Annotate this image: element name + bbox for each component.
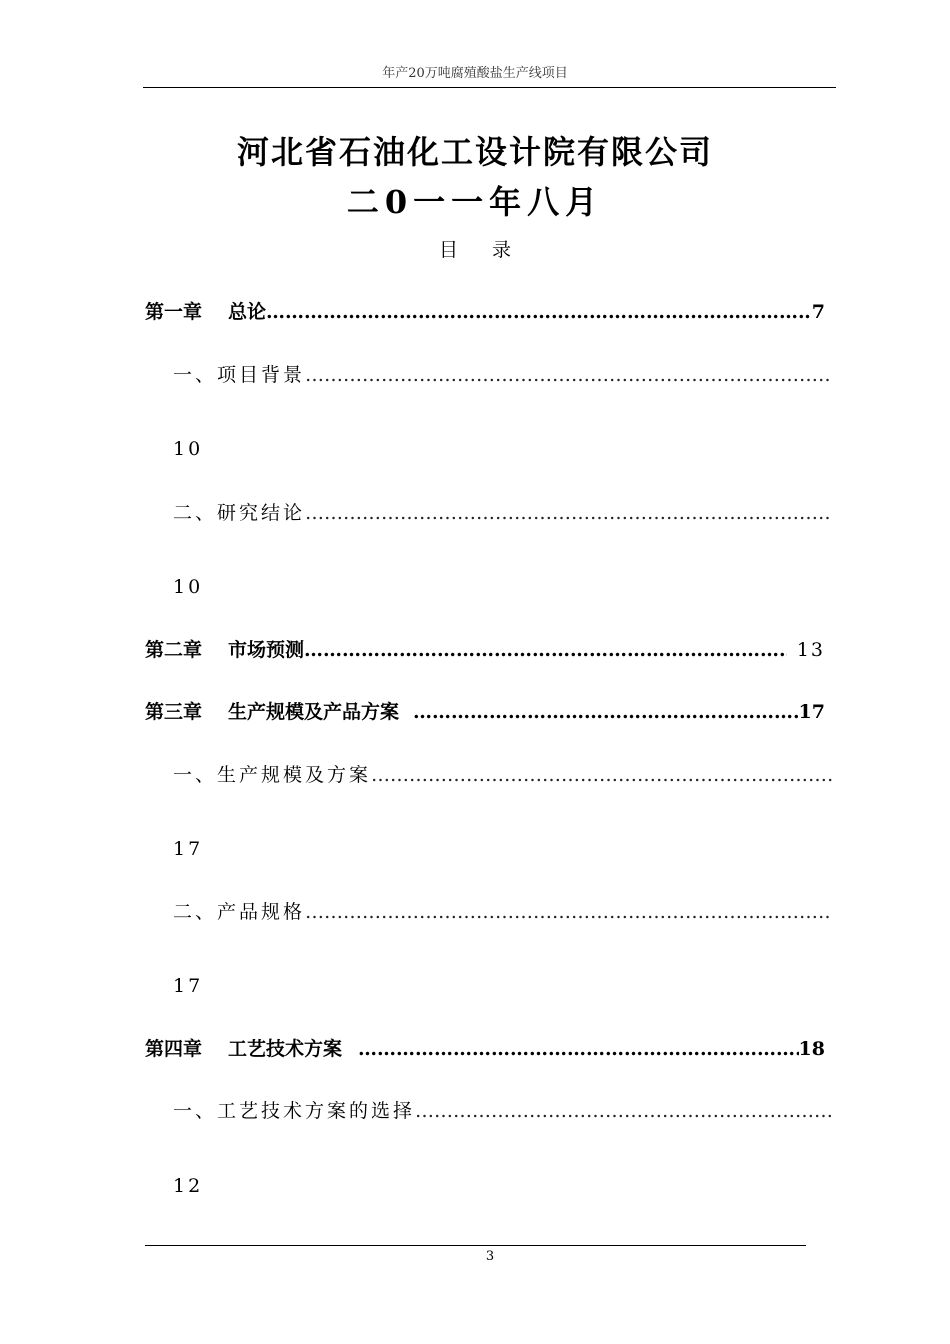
toc-section-3-2[interactable] <box>173 898 832 926</box>
toc-page-number: 17 <box>173 838 204 860</box>
toc-page-number: 17 <box>798 701 825 723</box>
toc-chapter-1[interactable] <box>145 298 825 326</box>
toc-entry-label: 生产规模及产品方案 <box>228 701 400 723</box>
toc-page-number: 12 <box>173 1175 204 1197</box>
toc-section-1-1[interactable] <box>173 361 832 389</box>
toc-entry-label: 二、研究结论 <box>173 502 306 524</box>
toc-chapter-2[interactable] <box>145 636 825 664</box>
toc-leader-dots <box>305 898 832 926</box>
toc-leader-dots <box>371 761 832 789</box>
toc-entry-label: 总论 <box>228 301 267 323</box>
toc-chapter-number: 第二章 <box>145 639 203 661</box>
toc-entry-label: 一、生产规模及方案 <box>173 764 372 786</box>
toc-entry-label: 一、项目背景 <box>173 364 306 386</box>
toc-entry-label: 一、工艺技术方案的选择 <box>173 1100 416 1122</box>
toc-chapter-3[interactable] <box>145 698 825 726</box>
toc-entry-label: 工艺技术方案 <box>228 1038 343 1060</box>
toc-leader-dots <box>266 298 812 326</box>
toc-chapter-number: 第一章 <box>145 301 203 323</box>
toc-leader-dots <box>415 1097 832 1125</box>
toc-leader-dots <box>358 1035 799 1063</box>
toc-leader-dots <box>305 499 832 527</box>
toc-page-number: 17 <box>173 975 204 997</box>
toc-page-number: 7 <box>811 301 825 323</box>
footer-divider <box>145 1245 806 1246</box>
toc-leader-dots <box>413 698 799 726</box>
toc-section-3-1[interactable] <box>173 761 832 789</box>
toc-page-number: 18 <box>798 1038 825 1060</box>
toc-leader-dots <box>305 361 832 389</box>
toc-entry-label: 市场预测 <box>228 639 305 661</box>
toc-page-number: 13 <box>796 639 825 661</box>
organization-title: 河北省石油化工设计院有限公司 <box>236 133 713 171</box>
toc-section-1-2[interactable] <box>173 499 832 527</box>
toc-heading: 目录 <box>438 239 545 261</box>
footer-page-number: 3 <box>485 1249 495 1264</box>
running-header: 年产20万吨腐殖酸盐生产线项目 <box>382 66 568 81</box>
toc-chapter-number: 第四章 <box>145 1038 203 1060</box>
toc-leader-dots <box>304 636 787 664</box>
toc-chapter-4[interactable] <box>145 1035 825 1063</box>
toc-page-number: 10 <box>173 576 204 598</box>
toc-section-4-1[interactable] <box>173 1097 832 1125</box>
date-title: 二0一一年八月 <box>346 183 604 221</box>
header-divider <box>143 87 836 88</box>
toc-chapter-number: 第三章 <box>145 701 203 723</box>
toc-page-number: 10 <box>173 438 204 460</box>
toc-entry-label: 二、产品规格 <box>173 901 306 923</box>
